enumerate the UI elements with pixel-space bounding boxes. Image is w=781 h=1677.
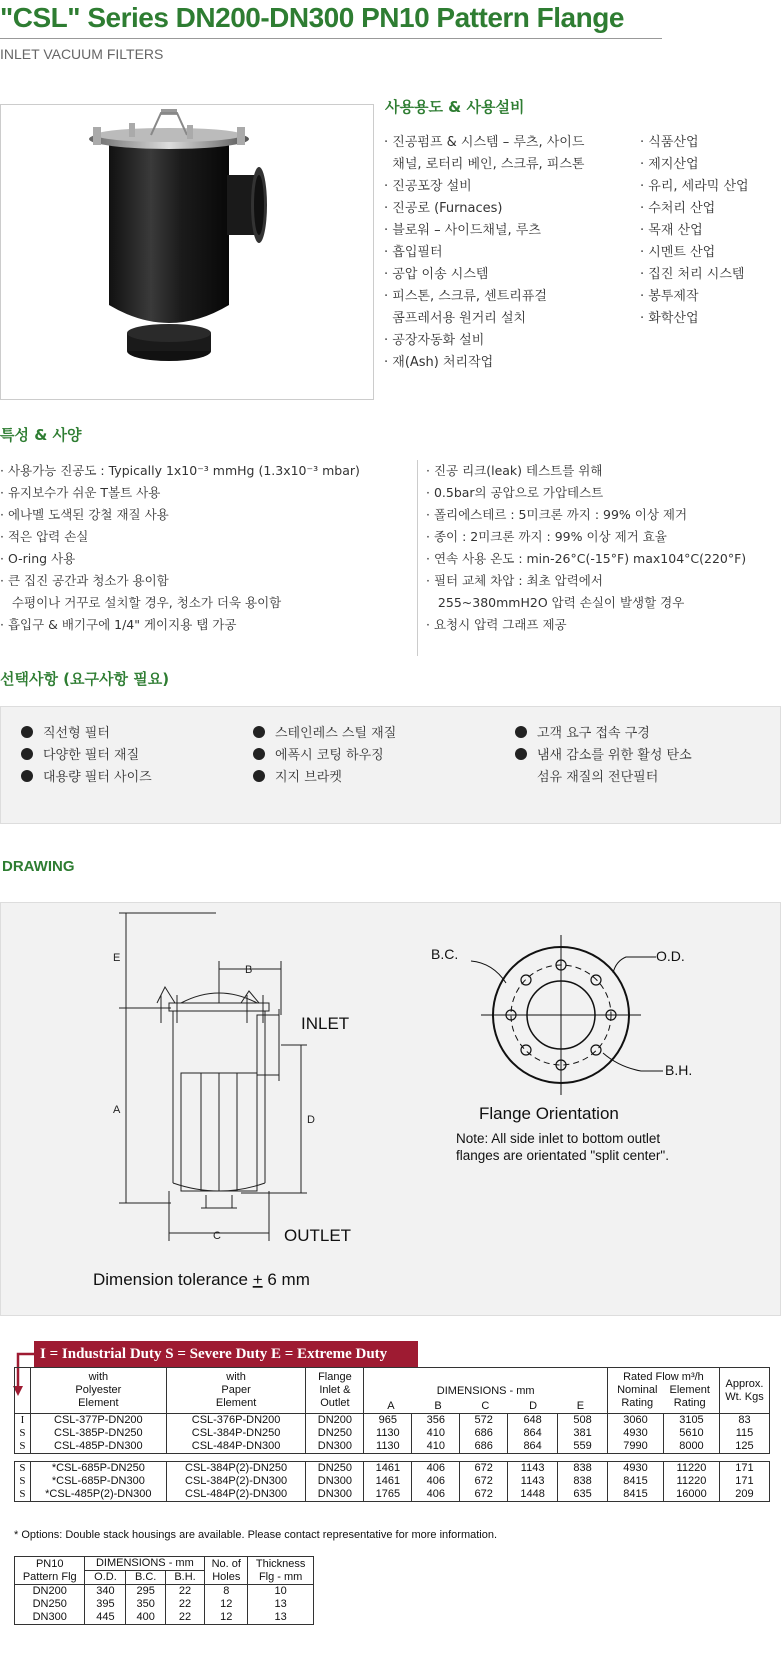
table-cell-A: 1765 (364, 1488, 412, 1502)
table-cell-flange: DN300 (306, 1440, 364, 1454)
product-photo (0, 104, 374, 400)
thickness-header: Thickness Flg - mm (248, 1557, 314, 1585)
bullet-icon (253, 770, 265, 782)
table-cell-od: 445 (85, 1611, 126, 1625)
dimensions-header: DIMENSIONS - mm A B C D E (364, 1368, 608, 1414)
table-cell-elem: 16000 (663, 1488, 719, 1502)
table-cell-D: 1448 (508, 1488, 558, 1502)
table-cell-D: 1143 (508, 1462, 558, 1476)
list-item: · 시멘트 산업 (640, 245, 716, 260)
table-cell-B: 410 (412, 1427, 460, 1440)
table-cell-paper: CSL-384P(2)-DN300 (166, 1475, 306, 1488)
holes-header: No. of Holes (205, 1557, 248, 1585)
list-item: · 유지보수가 쉬운 T볼트 사용 (0, 485, 161, 500)
table-cell-duty: S (15, 1475, 31, 1488)
table-cell-elem: 5610 (663, 1427, 719, 1440)
table-cell-D: 864 (508, 1427, 558, 1440)
table-cell-flange: DN250 (306, 1462, 364, 1476)
list-item: · 블로워 – 사이드채널, 루츠 (384, 223, 541, 238)
flange-note-line-1: Note: All side inlet to bottom outlet (456, 1131, 661, 1146)
table-cell-E: 838 (558, 1462, 608, 1476)
table-cell-E: 508 (558, 1414, 608, 1428)
options-note: * Options: Double stack housings are available. Please contact representative for more information. (14, 1529, 498, 1541)
table-row (15, 1440, 770, 1454)
options-panel (0, 706, 781, 824)
bh-header: B.H. (165, 1571, 204, 1585)
duty-header (15, 1368, 31, 1414)
flange-header: Flange Inlet & Outlet (306, 1368, 364, 1414)
table-cell-nom: 4930 (608, 1462, 664, 1476)
bh-label: B.H. (665, 1062, 693, 1078)
table-cell-duty: S (15, 1488, 31, 1502)
list-item: · 봉투제작 (640, 289, 699, 304)
drawing-panel (0, 902, 781, 1316)
drawing-heading: DRAWING (2, 858, 75, 875)
list-item: · 식품산업 (640, 135, 699, 150)
list-item: · 집진 처리 시스템 (640, 267, 745, 282)
options-heading: 선택사항 (요구사항 필요) (0, 670, 170, 688)
dim-label-b: B (245, 964, 253, 976)
table-cell-paper: CSL-484P-DN300 (166, 1440, 306, 1454)
rated-flow-header: Rated Flow m³/h Nominal Rating Element Rating (608, 1368, 720, 1414)
table-cell-D: 648 (508, 1414, 558, 1428)
list-item: · 피스톤, 스크류, 센트리퓨걸 (384, 289, 547, 304)
title-divider (0, 38, 662, 39)
list-item: 255~380mmH2O 압력 손실이 발생할 경우 (426, 595, 685, 610)
list-item: · 재(Ash) 처리작업 (384, 355, 494, 370)
table-cell-E: 838 (558, 1475, 608, 1488)
table-cell-bh: 22 (165, 1611, 204, 1625)
table-cell-C: 672 (460, 1462, 508, 1476)
table-cell-nom: 8415 (608, 1475, 664, 1488)
list-item: · 유리, 세라믹 산업 (640, 179, 749, 194)
table-cell-size: DN300 (15, 1611, 85, 1625)
table-row (15, 1585, 314, 1599)
table-cell-flange: DN300 (306, 1475, 364, 1488)
list-item: · 공압 이송 시스템 (384, 267, 489, 282)
table-cell-bh: 22 (165, 1598, 204, 1611)
list-item: · 공장자동화 설비 (384, 333, 485, 348)
list-item: · 에나멜 도색된 강철 재질 사용 (0, 507, 169, 522)
table-gap (15, 1454, 770, 1462)
table-cell-holes: 8 (205, 1585, 248, 1599)
table-cell-paper: CSL-384P(2)-DN250 (166, 1462, 306, 1476)
table-cell-bc: 350 (126, 1598, 165, 1611)
list-item: · 흡입필터 (384, 245, 443, 260)
page-subtitle: INLET VACUUM FILTERS (0, 46, 164, 62)
list-item: 채널, 로터리 베인, 스크류, 피스톤 (384, 157, 585, 172)
table-cell-duty: S (15, 1427, 31, 1440)
bullet-icon (253, 748, 265, 760)
table-cell-B: 410 (412, 1440, 460, 1454)
table-cell-B: 406 (412, 1475, 460, 1488)
table-cell-A: 965 (364, 1414, 412, 1428)
table-cell-A: 1461 (364, 1462, 412, 1476)
table-cell-elem: 3105 (663, 1414, 719, 1428)
list-item: · 흡입구 & 배기구에 1/4" 게이지용 탭 가공 (0, 617, 237, 632)
flange-orientation-title: Flange Orientation (479, 1104, 619, 1123)
table-cell-C: 672 (460, 1475, 508, 1488)
list-item: · 종이 : 2미크론 까지 : 99% 이상 제거 효율 (426, 529, 667, 544)
table-cell-C: 572 (460, 1414, 508, 1428)
table-cell-thk: 13 (248, 1598, 314, 1611)
table-cell-elem: 8000 (663, 1440, 719, 1454)
flange-note-line-2: flanges are orientated "split center". (456, 1148, 669, 1163)
list-item: · 적은 압력 손실 (0, 529, 89, 544)
table-cell-holes: 12 (205, 1598, 248, 1611)
od-label: O.D. (656, 948, 685, 964)
table-cell-C: 686 (460, 1440, 508, 1454)
list-item: 지지 브라켓 (253, 767, 396, 789)
list-item: 냄새 감소를 위한 활성 탄소 (515, 745, 692, 767)
table-cell-C: 672 (460, 1488, 508, 1502)
list-item: · 폴리에스테르 : 5미크론 까지 : 99% 이상 제거 (426, 507, 688, 522)
list-item: 콤프레서용 원거리 설치 (384, 311, 527, 326)
table-cell-bc: 295 (126, 1585, 165, 1599)
duty-legend: I = Industrial Duty S = Severe Duty E = Extreme Duty (34, 1341, 418, 1367)
list-item: 스테인레스 스틸 재질 (253, 723, 396, 745)
bullet-icon (515, 726, 527, 738)
list-item: · 목재 산업 (640, 223, 703, 238)
table-cell-holes: 12 (205, 1611, 248, 1625)
list-item: · 수처리 산업 (640, 201, 716, 216)
flange-dims-header: DIMENSIONS - mm (85, 1557, 205, 1571)
list-item: 섬유 재질의 전단필터 (537, 770, 659, 785)
table-cell-elem: 11220 (663, 1475, 719, 1488)
paper-header: with Paper Element (166, 1368, 306, 1414)
table-cell-poly: CSL-385P-DN250 (30, 1427, 166, 1440)
table-cell-nom: 3060 (608, 1414, 664, 1428)
dim-label-c: C (213, 1230, 221, 1242)
table-cell-poly: CSL-485P-DN300 (30, 1440, 166, 1454)
pn10-header: PN10 Pattern Flg (15, 1557, 85, 1585)
table-row (15, 1462, 770, 1476)
usage-heading: 사용용도 & 사용설비 (385, 98, 525, 116)
dim-label-a: A (113, 1104, 121, 1116)
outlet-label: OUTLET (284, 1226, 352, 1245)
table-cell-duty: I (15, 1414, 31, 1428)
table-cell-od: 340 (85, 1585, 126, 1599)
list-item: 직선형 필터 (21, 723, 152, 745)
table-row (15, 1488, 770, 1502)
table-cell-flange: DN200 (306, 1414, 364, 1428)
table-cell-wt: 171 (719, 1475, 769, 1488)
table-cell-C: 686 (460, 1427, 508, 1440)
table-cell-od: 395 (85, 1598, 126, 1611)
table-cell-wt: 83 (719, 1414, 769, 1428)
table-row (15, 1475, 770, 1488)
spec-table (14, 1367, 770, 1502)
list-item: · 진공포장 설비 (384, 179, 472, 194)
usage-list-left (384, 132, 584, 374)
table-cell-flange: DN300 (306, 1488, 364, 1502)
table-cell-A: 1130 (364, 1427, 412, 1440)
list-item: · 화학산업 (640, 311, 699, 326)
table-cell-A: 1130 (364, 1440, 412, 1454)
table-cell-thk: 10 (248, 1585, 314, 1599)
table-cell-size: DN250 (15, 1598, 85, 1611)
list-item: 에폭시 코팅 하우징 (253, 745, 396, 767)
list-item: 다양한 필터 재질 (21, 745, 152, 767)
table-cell-elem: 11220 (663, 1462, 719, 1476)
list-item: · 진공 리크(leak) 테스트를 위해 (426, 463, 603, 478)
table-row (15, 1611, 314, 1625)
table-cell-poly: CSL-377P-DN200 (30, 1414, 166, 1428)
bullet-icon (253, 726, 265, 738)
list-item: · 진공펌프 & 시스템 – 루츠, 사이드 (384, 135, 585, 150)
list-item: · 큰 집진 공간과 청소가 용이함 (0, 573, 169, 588)
inlet-label: INLET (301, 1014, 350, 1033)
features-divider (417, 460, 418, 656)
features-list-right (426, 460, 746, 636)
table-cell-paper: CSL-384P-DN250 (166, 1427, 306, 1440)
dim-label-d: D (307, 1114, 315, 1126)
list-item: · 요청시 압력 그래프 제공 (426, 617, 567, 632)
table-cell-nom: 7990 (608, 1440, 664, 1454)
table-cell-D: 1143 (508, 1475, 558, 1488)
polyester-header: with Polyester Element (30, 1368, 166, 1414)
table-cell-B: 406 (412, 1488, 460, 1502)
table-cell-A: 1461 (364, 1475, 412, 1488)
table-cell-poly: *CSL-685P-DN250 (30, 1462, 166, 1476)
page-title: "CSL" Series DN200-DN300 PN10 Pattern Flange (0, 2, 624, 33)
options-col-3 (515, 723, 692, 789)
bullet-icon (21, 770, 33, 782)
table-cell-bh: 22 (165, 1585, 204, 1599)
dimension-tolerance: Dimension tolerance + 6 mm (93, 1270, 310, 1289)
bullet-icon (515, 748, 527, 760)
list-item: · 진공로 (Furnaces) (384, 201, 503, 216)
list-item: · O-ring 사용 (0, 551, 76, 566)
table-cell-paper: CSL-376P-DN200 (166, 1414, 306, 1428)
table-cell-E: 559 (558, 1440, 608, 1454)
table-cell-B: 356 (412, 1414, 460, 1428)
table-cell-wt: 171 (719, 1462, 769, 1476)
table-cell-E: 635 (558, 1488, 608, 1502)
od-header: O.D. (85, 1571, 126, 1585)
table-cell-paper: CSL-484P(2)-DN300 (166, 1488, 306, 1502)
table-cell-duty: S (15, 1462, 31, 1476)
list-item: 대용량 필터 사이즈 (21, 767, 152, 789)
list-item: · 필터 교체 차압 : 최초 압력에서 (426, 573, 603, 588)
list-item: · 사용가능 진공도 : Typically 1x10⁻³ mmHg (1.3x10⁻³ mbar) (0, 463, 360, 478)
table-cell-E: 381 (558, 1427, 608, 1440)
table-cell-thk: 13 (248, 1611, 314, 1625)
flange-table (14, 1556, 314, 1625)
table-row (15, 1598, 314, 1611)
table-cell-poly: *CSL-685P-DN300 (30, 1475, 166, 1488)
table-row (15, 1427, 770, 1440)
bc-label: B.C. (431, 946, 459, 962)
list-item: · 연속 사용 온도 : min-26°C(-15°F) max104°C(220°F) (426, 551, 747, 566)
technical-drawing (1, 903, 780, 1315)
table-row (15, 1414, 770, 1428)
options-col-2 (253, 723, 396, 789)
list-item: · 제지산업 (640, 157, 699, 172)
table-cell-bc: 400 (126, 1611, 165, 1625)
table-cell-nom: 4930 (608, 1427, 664, 1440)
table-cell-B: 406 (412, 1462, 460, 1476)
features-heading: 특성 & 사양 (0, 426, 82, 444)
filter-housing-image (1, 105, 373, 399)
table-cell-size: DN200 (15, 1585, 85, 1599)
table-cell-D: 864 (508, 1440, 558, 1454)
list-item: 수평이나 거꾸로 설치할 경우, 청소가 더욱 용이함 (0, 595, 282, 610)
table-cell-poly: *CSL-485P(2)-DN300 (30, 1488, 166, 1502)
table-cell-nom: 8415 (608, 1488, 664, 1502)
list-item: · 0.5bar의 공압으로 가압테스트 (426, 485, 604, 500)
bullet-icon (21, 748, 33, 760)
options-col-1 (21, 723, 152, 789)
features-list-left (0, 460, 360, 636)
list-item: 고객 요구 접속 구경 (515, 723, 692, 745)
table-cell-duty: S (15, 1440, 31, 1454)
table-cell-wt: 209 (719, 1488, 769, 1502)
table-cell-wt: 115 (719, 1427, 769, 1440)
bullet-icon (21, 726, 33, 738)
table-cell-flange: DN250 (306, 1427, 364, 1440)
weight-header: Approx. Wt. Kgs (719, 1368, 769, 1414)
table-cell-wt: 125 (719, 1440, 769, 1454)
dim-label-e: E (113, 952, 121, 964)
usage-list-right (640, 132, 749, 330)
bc-header: B.C. (126, 1571, 165, 1585)
